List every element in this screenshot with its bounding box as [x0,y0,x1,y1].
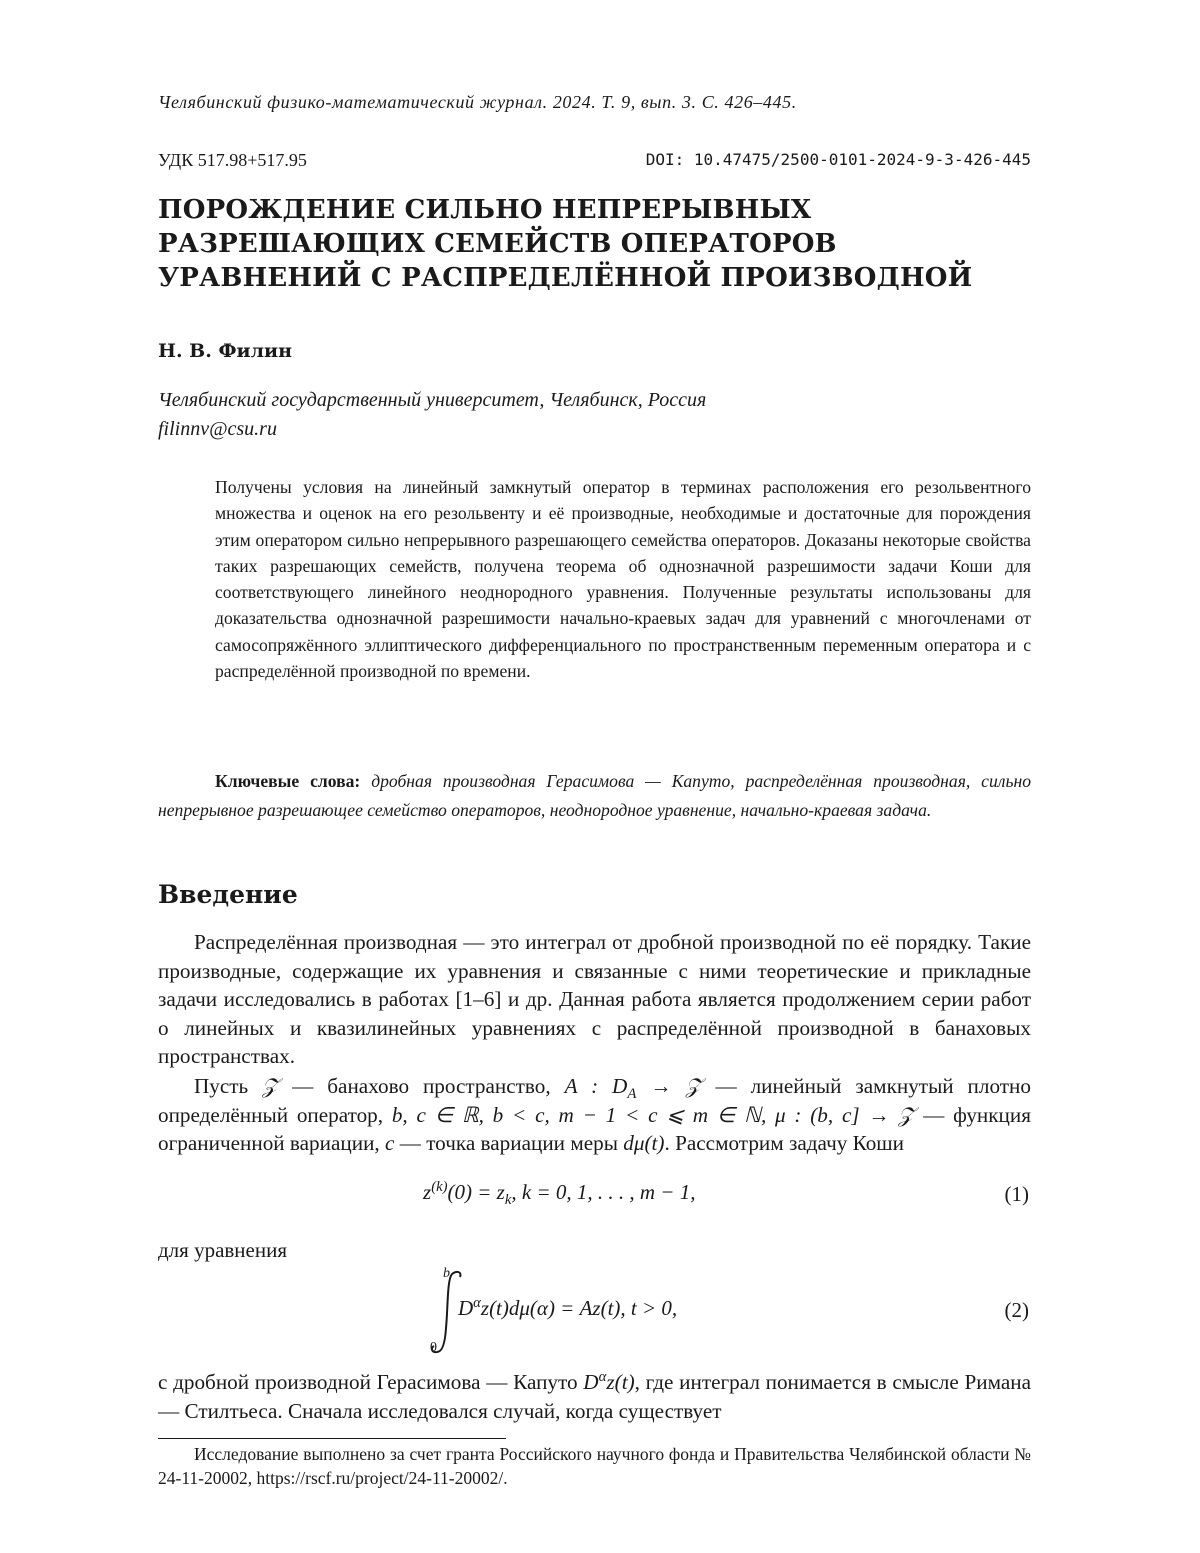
equation-2-expression: $D^\alpha z(t)d\mu(\alpha) = Az(t)$, t > 0, [458,1295,678,1320]
integral-upper-limit: b [443,1266,450,1281]
intro-paragraph-2 [158,1072,1031,1158]
author-name: Н. В. Филин [158,340,292,362]
equation-1 [158,1180,1031,1214]
p2-text-4: — функция ограниченной вариации, [158,1102,1031,1156]
author-email: filinnv@csu.ru [158,418,277,440]
p2-math-operator: A : $D_A$ → 𝒵 [564,1074,702,1103]
p2-text-6: . Рассмотрим задачу Коши [664,1131,904,1156]
p2-math-space: 𝒵 [262,1074,279,1098]
p2-math-measure: dμ(t) [623,1131,665,1156]
doi: DOI: 10.47475/2500-0101-2024-9-3-426-445 [645,150,1031,169]
author-affiliation-block [158,386,706,444]
p3-math-derivative: $D^\alpha z(t)$ [583,1368,635,1394]
equation-2-number: (2) [1004,1298,1029,1322]
affiliation: Челябинский государственный университет, Челябинск, Россия [158,389,707,411]
intro-paragraph-3: с дробной производной Герасимова — Капуто $D^\alpha z(t)$, где интеграл понимается в смысле Римана — Стилтьеса. Сначала исследовался случай, когда существует [158,1368,1031,1423]
title-line-3: УРАВНЕНИЙ С РАСПРЕДЕЛЁННОЙ ПРОИЗВОДНОЙ [158,263,973,293]
footnote: Исследование выполнено за счет гранта Российского научного фонда и Правительства Челябинской области № 24-11-20002, https://rscf.ru/project/24-11-20002/. [158,1444,1031,1488]
udk-code: УДК 517.98+517.95 [158,150,307,170]
journal-citation: Челябинский физико-математический журнал. 2024. Т. 9, вып. 3. С. 426–445. [158,92,797,112]
p2-text-1: Пусть [194,1074,263,1098]
equation-2 [158,1266,1031,1358]
p2-text-3: — линейный замкнутый плотно определённый оператор, [158,1074,1031,1127]
title-line-1: ПОРОЖДЕНИЕ СИЛЬНО НЕПРЕРЫВНЫХ [158,195,812,225]
keywords-text: дробная производная Герасимова — Капуто, распределённая производная, сильно непрерывное разрешающее семейство операторов, неоднородное уравнение, начально-краевая задача. [158,771,1031,820]
equation-1-number: (1) [1004,1182,1029,1206]
p2-text-5: — точка вариации меры [394,1131,624,1156]
integral-lower-limit: 0 [430,1340,437,1355]
equation-1-expression: $z^{(k)}(0) = z_k$, k = 0, 1, . . . , m − 1, [423,1179,696,1209]
for-equation-text: для уравнения [158,1238,288,1262]
metadata-row [158,150,1031,171]
section-heading-introduction: Введение [158,880,298,909]
footnote-divider [158,1438,506,1439]
intro-paragraph-1: Распределённая производная — это интеграл от дробной производной по её порядку. Такие производные, содержащие их уравнения и связанные с ними теоретические и прикладные задачи исследовались в работах [1–6] и др. Данная работа является продолжением серии работ о линейных и квазилинейных уравнениях с распределённой производной в банаховых пространствах. [158,930,1031,1069]
p2-math-params: b, c ∈ ℝ, b < c, m − 1 < c ⩽ m ∈ ℕ, μ : (b, c] → 𝒵 [391,1102,915,1127]
p2-math-c: c [385,1131,395,1156]
p2-text-2: — банахово пространство, [278,1074,565,1098]
title-line-2: РАЗРЕШАЮЩИХ СЕМЕЙСТВ ОПЕРАТОРОВ [158,229,837,259]
abstract: Получены условия на линейный замкнутый оператор в терминах расположения его резольвентного множества и оценок на его резольвенту и её производные, необходимые и достаточные для порождения этим оператором сильно непрерывного разрешающего семейства операторов. Доказаны некоторые свойства таких разрешающих семейств, получена теорема об однозначной разрешимости задачи Коши для соответствующего линейного неоднородного уравнения. Полученные результаты использованы для доказательства однозначной разрешимости начально-краевых задач для уравнений с многочленами от самосопряжённого эллиптического дифференциального по пространственным переменным оператора и с распределённой производной по времени. [215,477,1031,682]
keywords [158,767,1031,825]
paper-title [158,193,1031,295]
keywords-label: Ключевые слова: [215,771,361,791]
